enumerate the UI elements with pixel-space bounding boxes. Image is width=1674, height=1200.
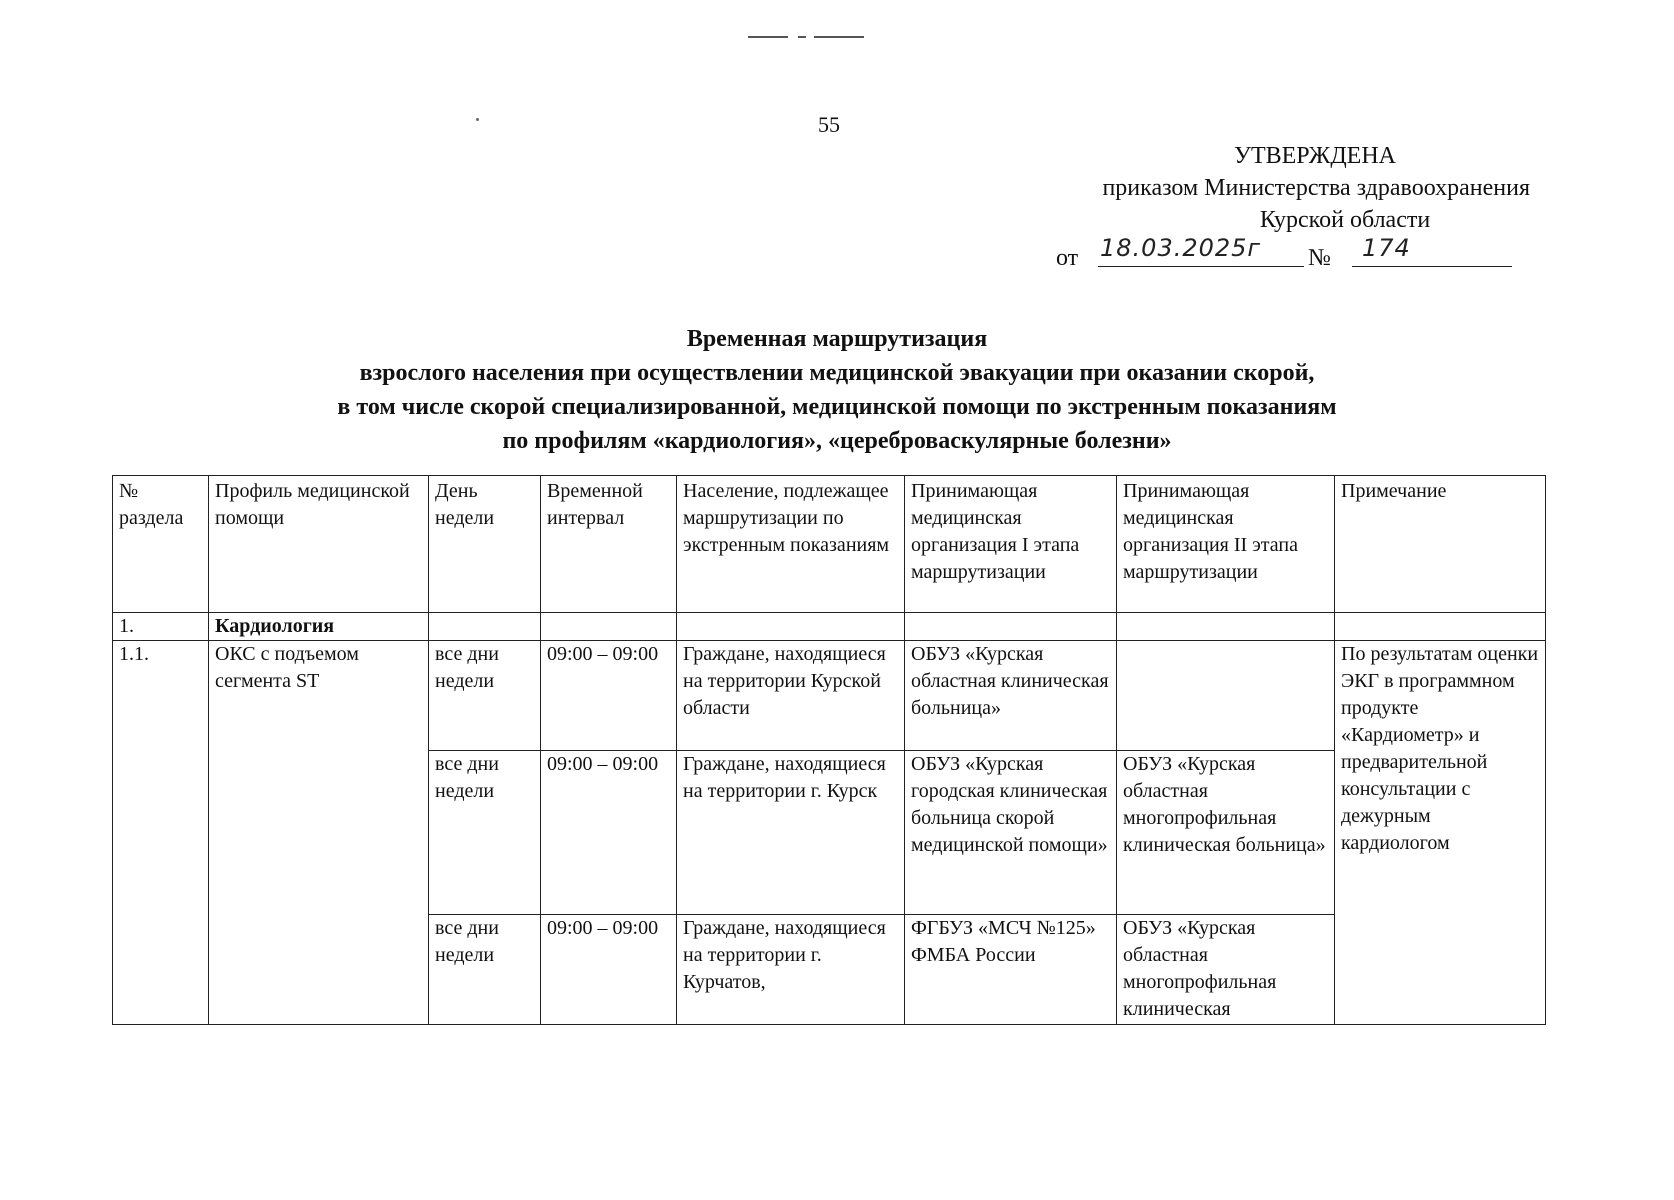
empty-cell — [429, 613, 541, 641]
row-org-stage-2: ОБУЗ «Курская областная многопрофильная клиническая — [1117, 915, 1335, 1025]
row-org-stage-1: ФГБУЗ «МСЧ №125» ФМБА России — [905, 915, 1117, 1025]
row-time: 09:00 – 09:00 — [541, 641, 677, 751]
subsection-profile: ОКС с подъемом сегмента ST — [209, 641, 429, 1025]
row-time: 09:00 – 09:00 — [541, 751, 677, 915]
header-note: Примечание — [1335, 476, 1546, 613]
empty-cell — [905, 613, 1117, 641]
title-line-1: Временная маршрутизация — [686, 326, 988, 352]
row-org-stage-2 — [1117, 641, 1335, 751]
approval-date-number-line — [1000, 236, 1560, 276]
scan-top-mark — [748, 36, 863, 38]
document-title — [40, 322, 1634, 458]
row-weekday: все дни недели — [429, 751, 541, 915]
row-org-stage-1: ОБУЗ «Курская городская клиническая больница скорой медицинской помощи» — [905, 751, 1117, 915]
number-underline — [1352, 266, 1512, 267]
number-label: № — [1308, 245, 1331, 271]
routing-table — [112, 475, 1546, 1025]
row-population: Граждане, находящиеся на территории Курской области — [677, 641, 905, 751]
subsection-note: По результатам оценки ЭКГ в программном продукте «Кардиометр» и предварительной консультации с дежурным кардиологом — [1335, 641, 1546, 1025]
header-org-stage-2: Принимающая медицинская организация II этапа маршрутизации — [1117, 476, 1335, 613]
empty-cell — [677, 613, 905, 641]
section-name: Кардиология — [209, 613, 429, 641]
empty-cell — [541, 613, 677, 641]
table-row — [113, 641, 1546, 751]
header-weekday: День недели — [429, 476, 541, 613]
title-line-3: в том числе скорой специализированной, медицинской помощи по экстренным показаниям — [337, 394, 1337, 420]
from-label: от — [1056, 245, 1079, 271]
row-org-stage-2: ОБУЗ «Курская областная многопрофильная клиническая больница» — [1117, 751, 1335, 915]
row-population: Граждане, находящиеся на территории г. Курск — [677, 751, 905, 915]
row-weekday: все дни недели — [429, 915, 541, 1025]
header-profile: Профиль медицинской помощи — [209, 476, 429, 613]
row-time: 09:00 – 09:00 — [541, 915, 677, 1025]
header-population: Население, подлежащее маршрутизации по экстренным показаниям — [677, 476, 905, 613]
handwritten-number: 174 — [1362, 234, 1411, 262]
table-header-row — [113, 476, 1546, 613]
subsection-number: 1.1. — [113, 641, 209, 1025]
section-row — [113, 613, 1546, 641]
date-underline — [1098, 266, 1304, 267]
header-section-number: № раздела — [113, 476, 209, 613]
row-weekday: все дни недели — [429, 641, 541, 751]
scan-speck — [476, 118, 479, 121]
handwritten-date: 18.03.2025г — [1100, 234, 1262, 262]
approval-order-line: приказом Министерства здравоохранения — [1102, 175, 1530, 201]
row-population: Граждане, находящиеся на территории г. Курчатов, — [677, 915, 905, 1025]
approval-heading: УТВЕРЖДЕНА — [1233, 143, 1397, 169]
empty-cell — [1335, 613, 1546, 641]
header-time-interval: Временной интервал — [541, 476, 677, 613]
title-line-4: по профилям «кардиология», «цереброваскулярные болезни» — [502, 428, 1172, 454]
header-org-stage-1: Принимающая медицинская организация I этапа маршрутизации — [905, 476, 1117, 613]
title-line-2: взрослого населения при осуществлении медицинской эвакуации при оказании скорой, — [359, 360, 1315, 386]
empty-cell — [1117, 613, 1335, 641]
row-org-stage-1: ОБУЗ «Курская областная клиническая больница» — [905, 641, 1117, 751]
page-number: 55 — [818, 112, 840, 137]
section-number: 1. — [113, 613, 209, 641]
approval-block — [1000, 140, 1560, 276]
approval-region-line: Курской области — [1259, 207, 1431, 233]
